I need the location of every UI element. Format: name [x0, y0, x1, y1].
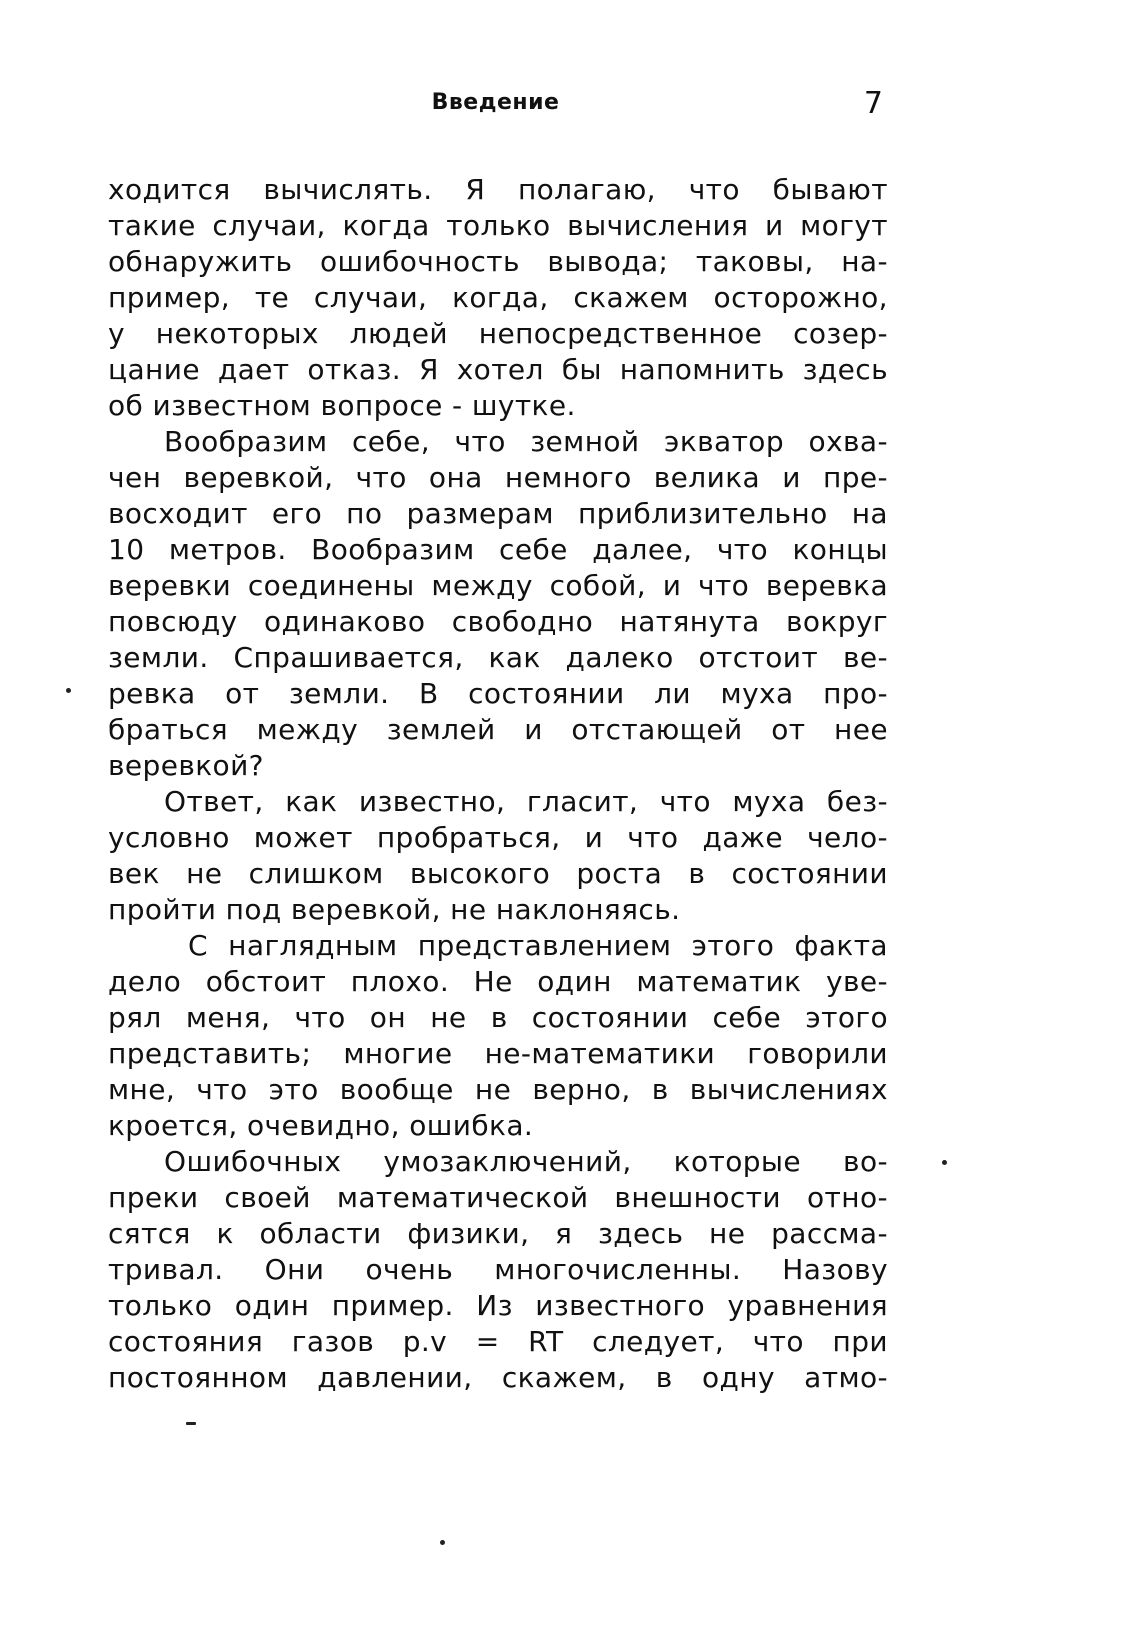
text-line: цание дает отказ. Я хотел бы напомнить здесь	[108, 353, 888, 386]
text-line: Ошибочных умозаключений, которые во-	[164, 1145, 888, 1178]
text-line: восходит его по размерам приблизительно на	[108, 497, 888, 530]
text-line: кроется, очевидно, ошибка.	[108, 1109, 534, 1142]
text-line: земли. Спрашивается, как далеко отстоит ве-	[108, 641, 888, 674]
text-line: ревка от земли. В состоянии ли муха про-	[108, 677, 888, 710]
scan-speck	[942, 1160, 947, 1165]
text-line: веревкой?	[108, 749, 264, 782]
text-line: Ответ, как известно, гласит, что муха без-	[164, 785, 888, 818]
text-line: постоянном давлении, скажем, в одну атмо-	[108, 1361, 888, 1394]
scan-speck	[440, 1540, 445, 1545]
text-line: повсюду одинаково свободно натянута вокруг	[108, 605, 888, 638]
paragraph	[108, 424, 888, 784]
text-line: дело обстоит плохо. Не один математик уве-	[108, 965, 888, 998]
text-line: условно может пробраться, и что даже чело-	[108, 821, 888, 854]
text-line: браться между землей и отстающей от нее	[108, 713, 888, 746]
text-line: представить; многие не-математики говорили	[108, 1037, 888, 1070]
text-line: у некоторых людей непосредственное созер-	[108, 317, 888, 350]
text-line: только один пример. Из известного уравнения	[108, 1289, 888, 1322]
text-line: веревки соединены между собой, и что веревка	[108, 569, 888, 602]
paragraph	[108, 928, 888, 1144]
text-line: об известном вопросе - шутке.	[108, 389, 576, 422]
text-line: тривал. Они очень многочисленны. Назову	[108, 1253, 888, 1286]
text-line: сятся к области физики, я здесь не рассма-	[108, 1217, 888, 1250]
scan-speck	[66, 688, 71, 693]
text-line: рял меня, что он не в состоянии себе этого	[108, 1001, 888, 1034]
text-line: 10 метров. Вообразим себе далее, что концы	[108, 533, 888, 566]
text-line: чен веревкой, что она немного велика и пре-	[108, 461, 888, 494]
text-line: ходится вычислять. Я полагаю, что бывают	[108, 173, 888, 206]
text-line: пример, те случаи, когда, скажем осторожно,	[108, 281, 888, 314]
text-line: Вообразим себе, что земной экватор охва-	[164, 425, 888, 458]
paragraph	[108, 784, 888, 928]
text-line: преки своей математической внешности отно-	[108, 1181, 888, 1214]
text-line: такие случаи, когда только вычисления и могут	[108, 209, 888, 242]
body-text	[108, 172, 888, 1396]
paragraph	[108, 172, 888, 424]
page-header	[108, 86, 883, 130]
page-number: 7	[863, 86, 883, 121]
text-line: С наглядным представлением этого факта	[188, 929, 888, 962]
text-line: пройти под веревкой, не наклоняясь.	[108, 893, 681, 926]
text-line: состояния газов p.v = RT следует, что при	[108, 1325, 888, 1358]
paragraph	[108, 1144, 888, 1396]
text-line: век не слишком высокого роста в состоянии	[108, 857, 888, 890]
running-head: Введение	[431, 90, 560, 115]
text-line: мне, что это вообще не верно, в вычислениях	[108, 1073, 888, 1106]
text-line: обнаружить ошибочность вывода; таковы, на-	[108, 245, 888, 278]
scan-speck	[186, 1422, 196, 1425]
